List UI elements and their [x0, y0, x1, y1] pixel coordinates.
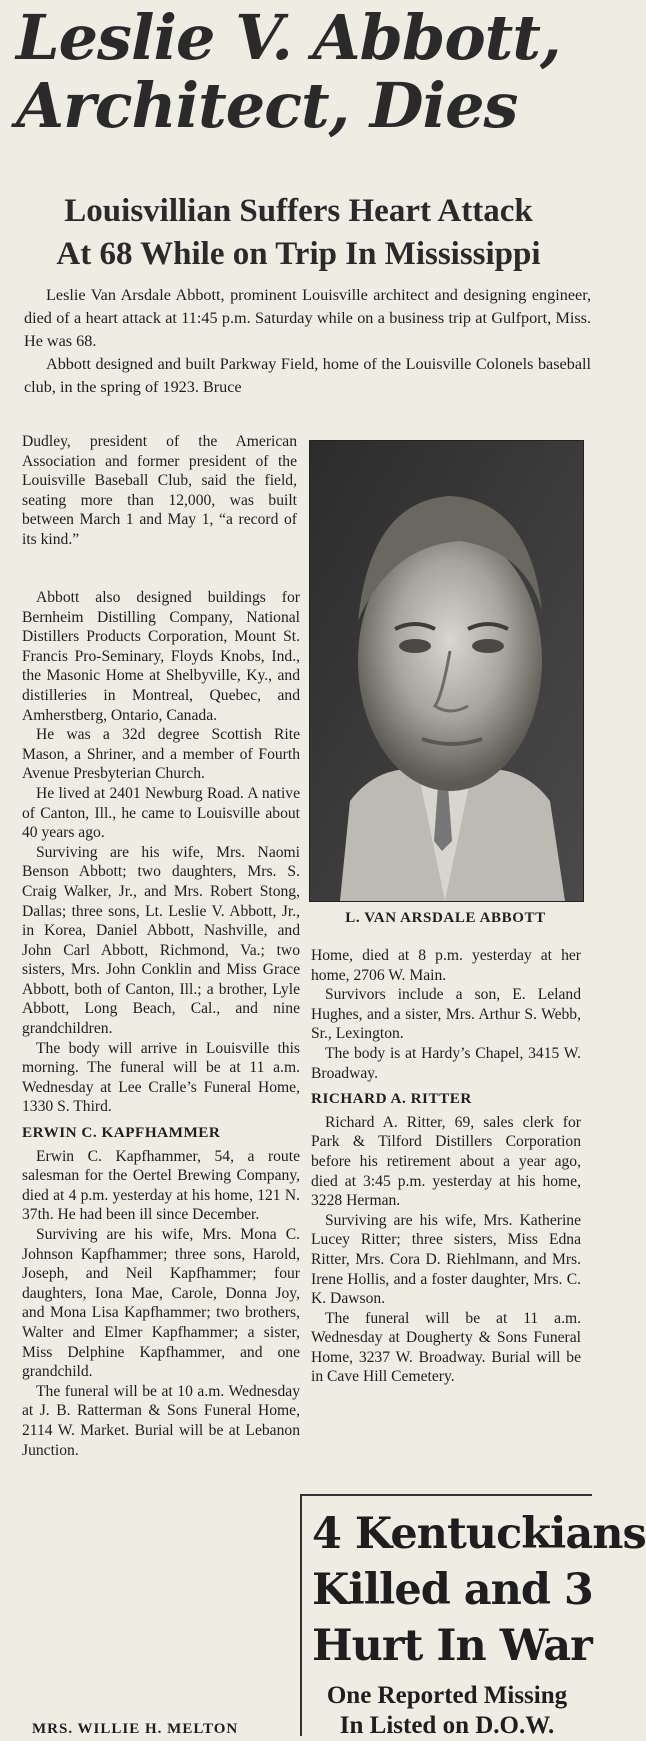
abbott-paragraph-7: The body will arrive in Louisville this morning. The funeral will be at 11 a.m. Wednesday at Lee Cralle’s Funeral Home, 1330 S. Third. — [22, 1039, 300, 1116]
lead-paragraph-2: Abbott designed and built Parkway Field, home of the Louisville Colonels baseball club, in the spring of 1923. Bruce — [24, 355, 591, 396]
hughes-paragraph-3: The body is at Hardy’s Chapel, 3415 W. Broadway. — [311, 1044, 581, 1082]
ritter-heading: RICHARD A. RITTER — [311, 1090, 472, 1108]
abbott-paragraph-5: He lived at 2401 Newburg Road. A native of Canton, Ill., he came to Louisville about 40 years ago. — [22, 784, 300, 842]
war-subheadline: One Reported Missing — [326, 1682, 568, 1709]
kapfhammer-heading: ERWIN C. KAPFHAMMER — [22, 1124, 221, 1142]
lead-paragraphs — [24, 284, 591, 399]
war-headline-line-3: Hurt In War — [312, 1621, 592, 1671]
abbott-paragraph-3: Abbott also designed buildings for Bernheim Distilling Company, National Distillers Products Corporation, Mount St. Francis Pro-Seminary, Floyds Knobs, Ind., the Masonic Home at Shelbyville, Ky., and distilleries in Montreal, Quebec, and Amherstberg, Ontario, Canada. — [22, 589, 300, 724]
abbott-paragraph-2-continued: Dudley, president of the American Association and former president of the Louisville Baseball Club, said the field, seating more than 12,000, was built between March 1 and May 1, “a record of its kind.” — [22, 433, 297, 548]
ritter-paragraph-3: The funeral will be at 11 a.m. Wednesday at Dougherty & Sons Funeral Home, 3237 W. Broadway. Burial will be in Cave Hill Cemetery. — [311, 1309, 581, 1386]
war-headline-line-2: Killed and 3 — [312, 1565, 593, 1615]
abbott-paragraph-6: Surviving are his wife, Mrs. Naomi Benson Abbott; two daughters, Mrs. S. Craig Walker, Jr., and Mrs. Robert Stong, Dallas; three sons, Lt. Leslie V. Abbott, Jr., in Korea, Daniel Abbott, Nashville, and John Carl Abbott, Richmond, Va.; two sisters, Mrs. John Conklin and Miss Grace Abbott, both of Canton, Ill.; a brother, Lyle Abbott, Long Beach, Cal., and nine grandchildren. — [22, 843, 300, 1038]
portrait-photo — [309, 440, 584, 902]
cutoff-heading: MRS. WILLIE H. MELTON — [32, 1721, 239, 1737]
war-headline — [312, 1506, 646, 1674]
subheadline — [0, 190, 597, 276]
abbott-column-top — [22, 432, 297, 550]
kapfhammer-paragraph-3: The funeral will be at 10 a.m. Wednesday at J. B. Ratterman & Sons Funeral Home, 2114 W. Market. Burial will be at Lebanon Junction. — [22, 1382, 300, 1459]
ritter-paragraph-2: Surviving are his wife, Mrs. Katherine Lucey Ritter; three sisters, Miss Edna Ritter, Mrs. Cora D. Riehlmann, and Mrs. Irene Hollis, and a foster daughter, Mrs. C. K. Dawson. — [311, 1211, 581, 1308]
left-column — [22, 588, 300, 1460]
hughes-paragraph-1: Home, died at 8 p.m. yesterday at her home, 2706 W. Main. — [311, 947, 581, 984]
kapfhammer-paragraph-2: Surviving are his wife, Mrs. Mona C. Johnson Kapfhammer; three sons, Harold, Joseph, and Neil Kapfhammer; four daughters, Iona Mae, Carole, Donna Joy, and Mona Lisa Kapfhammer; two brothers, Walter and Elmer Kapfhammer; a sister, Miss Delphine Kapfhammer, and one grandchild. — [22, 1226, 300, 1381]
portrait-image — [310, 441, 583, 901]
headline-line-1: Leslie V. Abbott, — [16, 1, 561, 74]
deck-line-1: Louisvillian Suffers Heart Attack — [64, 193, 533, 229]
headline-line-2: Architect, Dies — [16, 69, 518, 142]
hughes-paragraph-2: Survivors include a son, E. Leland Hughes, and a sister, Mrs. Arthur S. Webb, Sr., Lexington. — [311, 986, 581, 1043]
deck-line-2: At 68 While on Trip In Mississippi — [56, 236, 541, 272]
main-headline — [16, 1, 591, 142]
ritter-paragraph-1: Richard A. Ritter, 69, sales clerk for Park & Tilford Distillers Corporation before his retirement about a year ago, died at 3:45 p.m. yesterday at his home, 3228 Herman. — [311, 1113, 581, 1210]
kapfhammer-paragraph-1: Erwin C. Kapfhammer, 54, a route salesman for the Oertel Brewing Company, died at 4 p.m. yesterday at his home, 121 N. 37th. He had been ill since December. — [22, 1147, 300, 1224]
abbott-paragraph-4: He was a 32d degree Scottish Rite Mason, a Shriner, and a member of Fourth Avenue Presbyterian Church. — [22, 726, 300, 783]
photo-caption: L. VAN ARSDALE ABBOTT — [345, 910, 546, 926]
lead-paragraph-1: Leslie Van Arsdale Abbott, prominent Louisville architect and designing engineer, died of a heart attack at 11:45 p.m. Saturday while on a business trip at Gulfport, Miss. He was 68. — [24, 286, 591, 350]
war-subheadline-cutoff: In Listed on D.O.W. — [339, 1712, 555, 1739]
right-column — [311, 946, 581, 1387]
war-headline-line-1: 4 Kentuckians — [312, 1509, 646, 1559]
war-news-box — [300, 1494, 646, 1739]
